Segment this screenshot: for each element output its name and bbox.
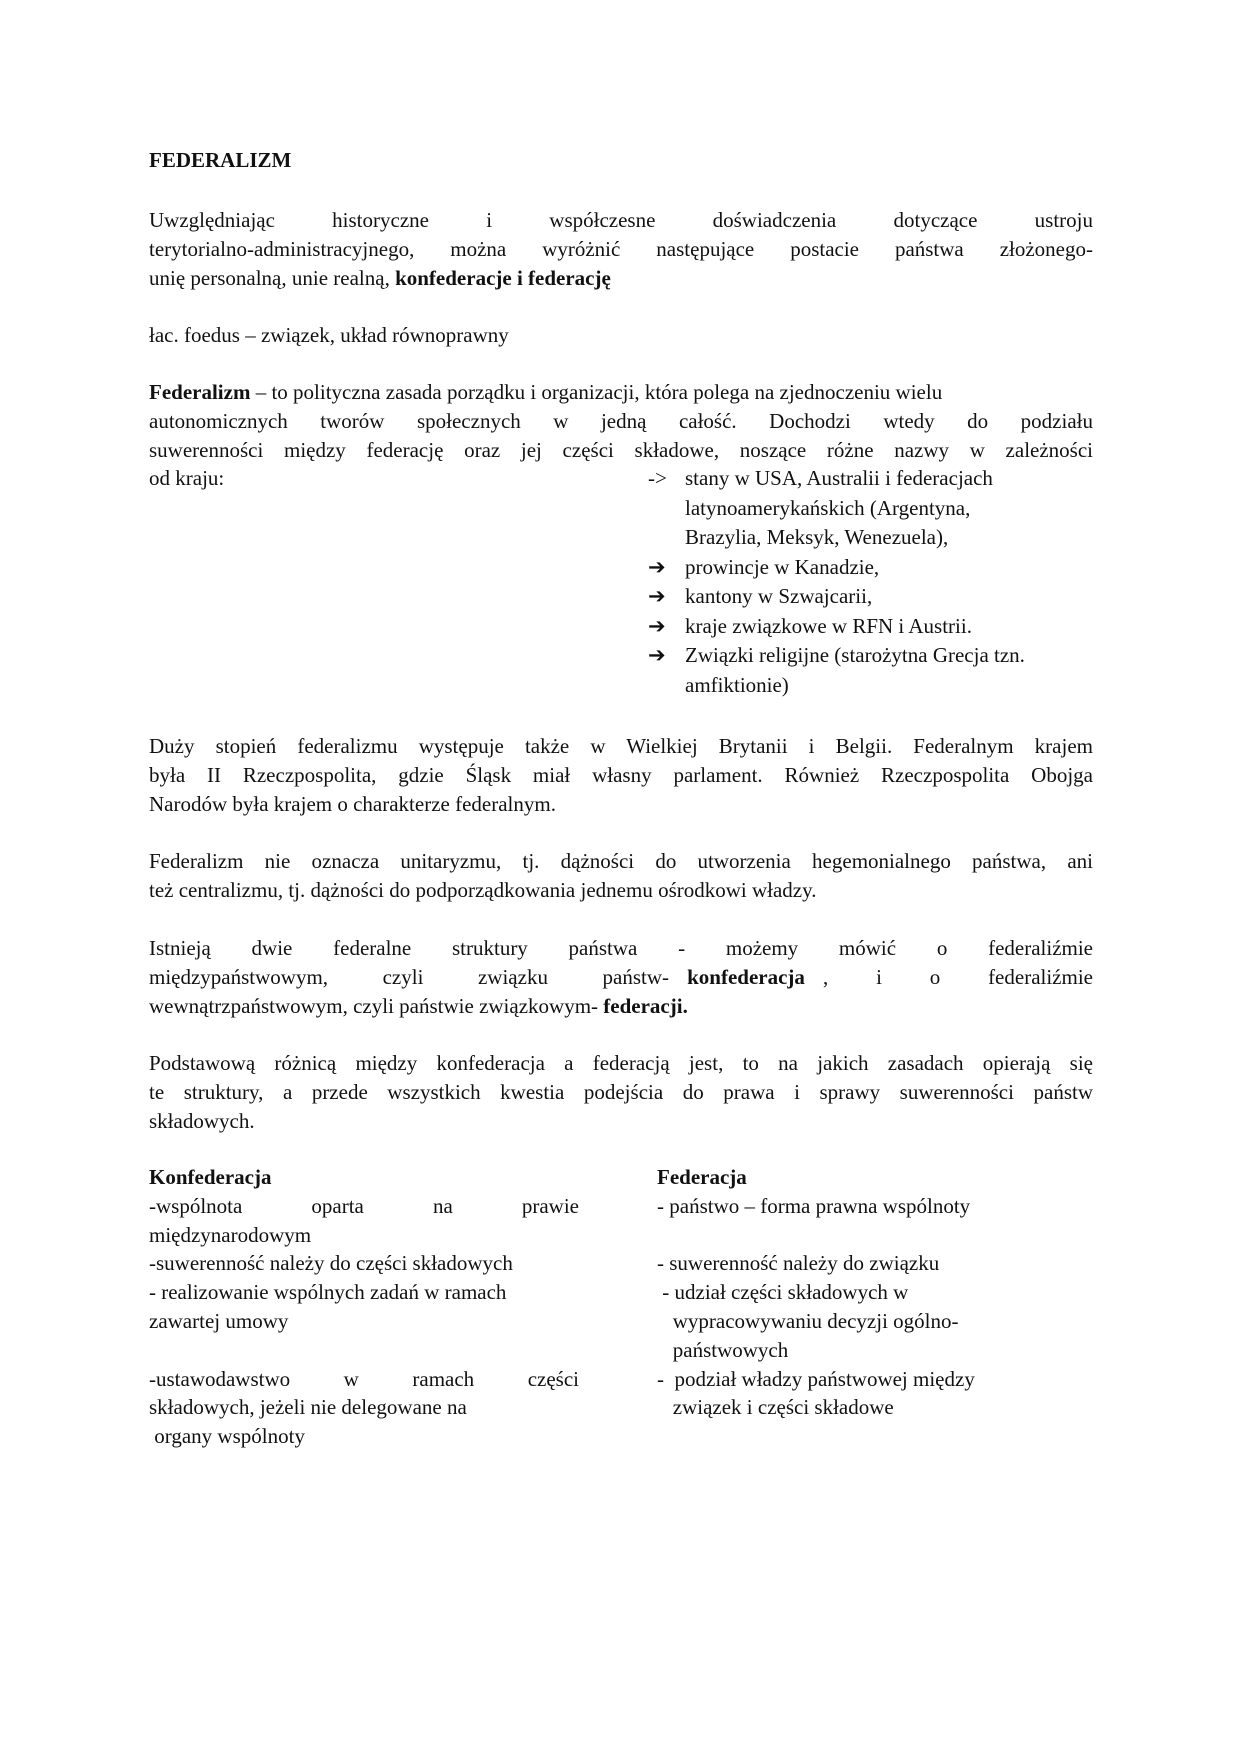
text-line: międzynarodowym (149, 1222, 312, 1247)
column-heading (657, 1163, 1087, 1192)
paragraph-structures (149, 934, 1093, 1020)
arrow-icon: ➔ (648, 584, 666, 608)
text-line: od kraju: (149, 466, 225, 491)
item-line: kraje związkowe w RFN i Austrii. (685, 613, 972, 638)
text-line: Federalizm nie oznacza unitaryzmu, tj. dążności do utworzenia hegemonialnego państwa, ani (149, 849, 1093, 873)
text-line: Uwzględniając historyczne i współczesne doświadczenia dotyczące ustroju (149, 208, 1093, 232)
intro-paragraph (149, 206, 1093, 292)
text-line (657, 1221, 1087, 1250)
text-line: - podział władzy państwowej między (657, 1366, 975, 1391)
text-line: -wspólnota oparta na prawie (149, 1193, 579, 1218)
list-item (648, 641, 1108, 700)
text-line: Narodów była krajem o charakterze federalnym. (149, 791, 556, 816)
item-line: amfiktionie) (685, 672, 789, 697)
text-line (149, 1336, 579, 1365)
text-line: Podstawową różnicą między konfederacja a federacją jest, to na jakich zasadach opierają się (149, 1051, 1093, 1075)
federal-units-list (648, 464, 1108, 700)
list-item (648, 464, 1108, 553)
text-line: terytorialno-administracyjnego, można wyróżnić następujące postacie państwa złożonego- (149, 236, 1093, 261)
bold-text: federacji. (603, 993, 688, 1018)
text-line: - państwo – forma prawna wspólnoty (657, 1193, 971, 1218)
heading-text: Federacja (657, 1165, 747, 1189)
paragraph-difference (149, 1049, 1093, 1135)
text-line (149, 378, 1093, 407)
text-line: państwowych (657, 1337, 789, 1362)
latin-etymology (149, 321, 1093, 350)
text-line (149, 992, 1093, 1021)
text-line (149, 264, 1093, 293)
federation-column (657, 1163, 1087, 1422)
item-line: stany w USA, Australii i federacjach (685, 466, 993, 490)
text-span: – to polityczna zasada porządku i organizacji, która polega na zjednoczeniu wielu (250, 380, 943, 404)
heading-text: Konfederacja (149, 1165, 272, 1189)
confederation-column (149, 1163, 579, 1451)
text-span: międzypaństwowym, czyli związku państw- (149, 964, 669, 989)
text-line: - suwerenność należy do związku (657, 1251, 940, 1276)
arrow-icon: ➔ (648, 643, 666, 667)
paragraph-examples (149, 732, 1093, 818)
text-line: suwerenności między federację oraz jej części składowe, noszące różne nazwy w zależności (149, 437, 1093, 462)
text-line: składowych. (149, 1108, 255, 1133)
text-line: -ustawodawstwo w ramach części (149, 1366, 579, 1391)
text-line: - realizowanie wspólnych zadań w ramach (149, 1280, 507, 1305)
arrow-icon: ➔ (648, 613, 666, 638)
item-line: Związki religijne (starożytna Grecja tzn. (685, 643, 1025, 667)
list-item (648, 612, 1108, 642)
bold-text: konfederacje i federację (395, 265, 611, 290)
arrow-icon: -> (648, 466, 667, 490)
text-line: autonomicznych tworów społecznych w jedną całość. Dochodzi wtedy do podziału (149, 408, 1093, 433)
item-line: Brazylia, Meksyk, Wenezuela), (685, 525, 949, 549)
document-title: FEDERALIZM (149, 148, 292, 172)
text-line: też centralizmu, tj. dążności do podporządkowania jednemu ośrodkowi władzy. (149, 877, 817, 902)
text-span: , i o federaliźmie (823, 964, 1093, 989)
text-line: wypracowywaniu decyzji ogólno- (657, 1308, 959, 1333)
text-span: unię personalną, unie realną, (149, 265, 396, 290)
bold-text: konfederacja (687, 964, 805, 989)
item-line: kantony w Szwajcarii, (685, 584, 873, 608)
text-line: - udział części składowych w (657, 1280, 909, 1305)
list-item (648, 582, 1108, 612)
text-line: składowych, jeżeli nie delegowane na (149, 1395, 467, 1420)
text-line: Istnieją dwie federalne struktury państwa - możemy mówić o federaliźmie (149, 936, 1093, 960)
list-item (648, 553, 1108, 583)
arrow-icon: ➔ (648, 554, 666, 579)
text-line: łac. foedus – związek, układ równoprawny (149, 323, 509, 347)
bold-text: Federalizm (149, 380, 251, 404)
text-line: była II Rzeczpospolita, gdzie Śląsk miał własny parlament. Również Rzeczpospolita Obojga (149, 762, 1093, 787)
paragraph-unitarism (149, 847, 1093, 905)
item-line: latynoamerykańskich (Argentyna, (685, 495, 971, 520)
text-span: wewnątrzpaństwowym, czyli państwie związkowym- (149, 993, 604, 1018)
text-line: Duży stopień federalizmu występuje także w Wielkiej Brytanii i Belgii. Federalnym krajem (149, 734, 1093, 758)
text-line: związek i części składowe (657, 1395, 894, 1420)
text-line: -suwerenność należy do części składowych (149, 1251, 513, 1276)
column-heading (149, 1163, 579, 1192)
text-line: organy wspólnoty (149, 1424, 305, 1449)
item-line: prowincje w Kanadzie, (685, 554, 880, 579)
text-line (149, 963, 1093, 992)
text-line: zawartej umowy (149, 1308, 289, 1333)
text-line: te struktury, a przede wszystkich kwestia podejścia do prawa i sprawy suwerenności państw (149, 1079, 1093, 1104)
